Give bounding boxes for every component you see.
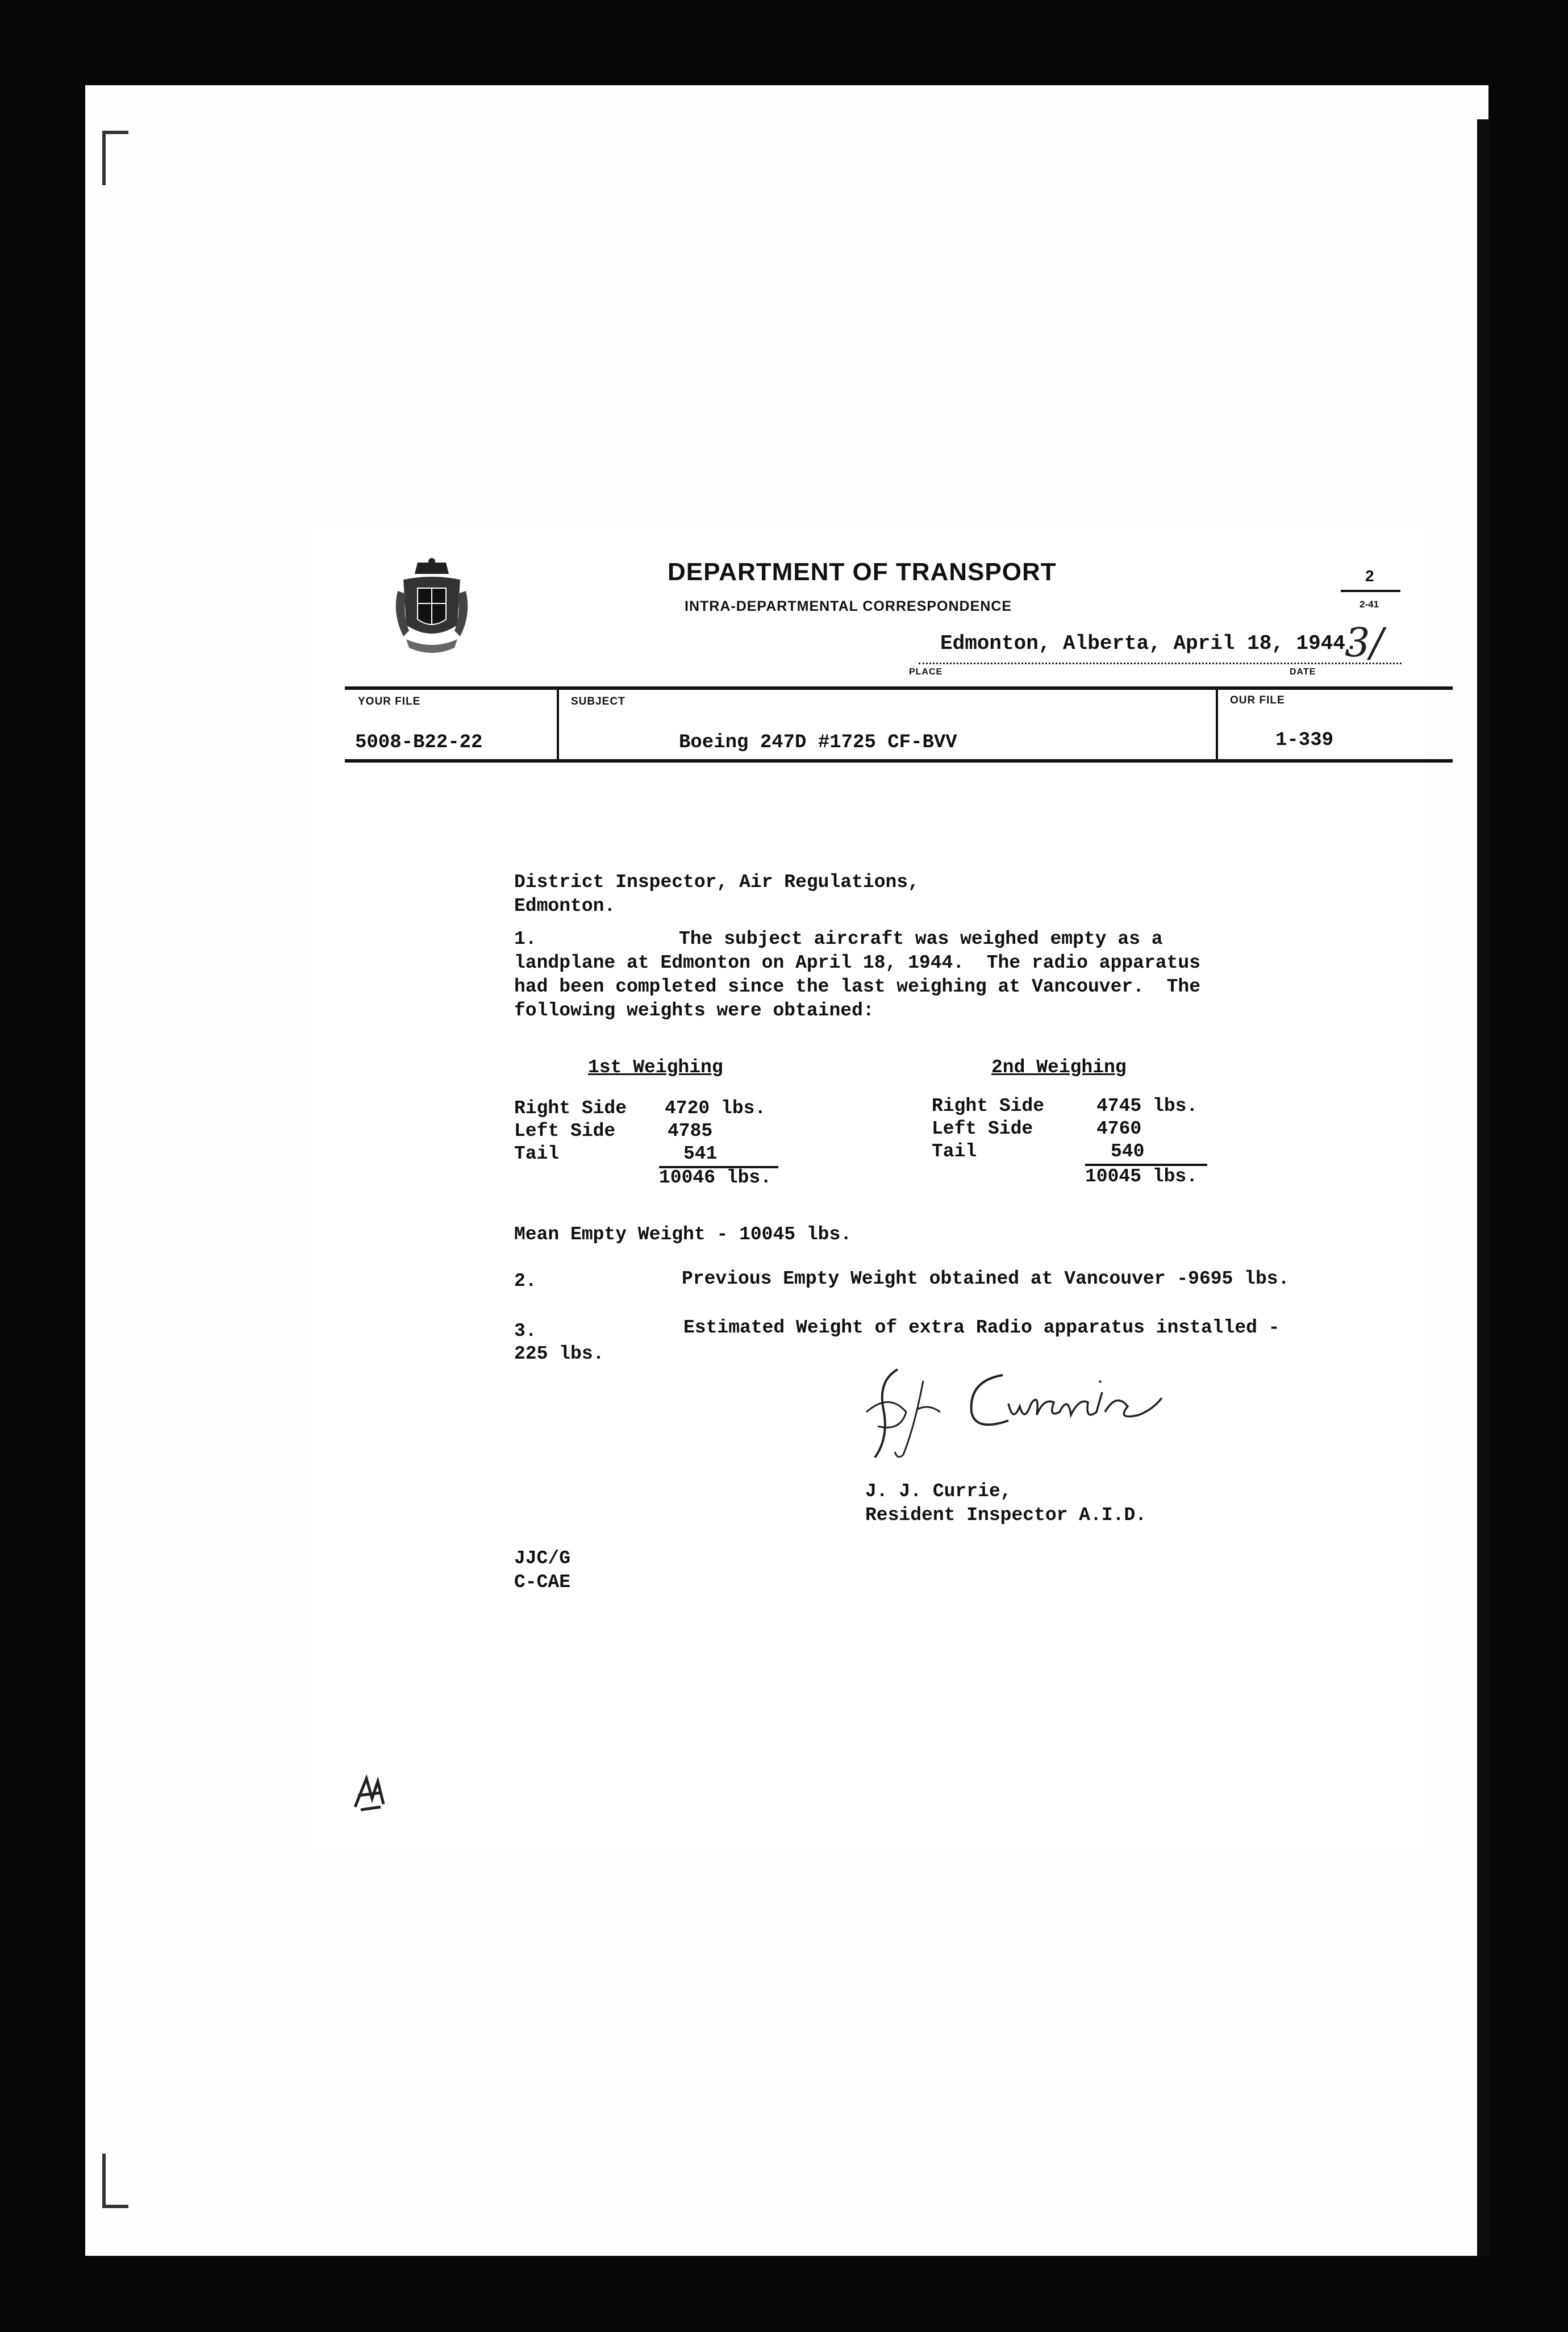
second-right-value: 4745 lbs. — [1096, 1096, 1198, 1117]
first-total-value: 10046 lbs. — [659, 1167, 772, 1188]
correspondence-subtitle: INTRA-DEPARTMENTAL CORRESPONDENCE — [685, 598, 1012, 614]
reference-line-2: C-CAE — [514, 1572, 571, 1593]
first-left-value: 4785 — [668, 1121, 713, 1142]
first-right-value: 4720 lbs. — [665, 1098, 766, 1119]
form-revision: 2-41 — [1360, 599, 1379, 610]
fields-top-rule — [345, 686, 1453, 690]
place-date: Edmonton, Alberta, April 18, 1944. — [940, 632, 1358, 655]
addressee-line-2: Edmonton. — [514, 896, 616, 917]
second-left-value: 4760 — [1096, 1118, 1142, 1139]
para1-number: 1. — [514, 928, 537, 950]
para1-line-4: following weights were obtained: — [514, 1000, 874, 1021]
crop-mark-top-left — [102, 131, 128, 185]
coat-of-arms-icon — [392, 557, 472, 665]
second-tail-value: 540 — [1111, 1141, 1145, 1162]
second-weighing-title: 2nd Weighing — [991, 1057, 1127, 1078]
para1-line-3: had been completed since the last weighing at Vancouver. The — [514, 976, 1200, 997]
addressee-line-1: District Inspector, Air Regulations, — [514, 872, 919, 893]
mean-empty-weight: Mean Empty Weight - 10045 lbs. — [514, 1224, 852, 1245]
form-number: 2 — [1365, 567, 1374, 585]
marginal-note: 3/ — [1345, 619, 1384, 666]
first-weighing-title: 1st Weighing — [588, 1057, 723, 1078]
fields-divider-left — [557, 686, 559, 761]
fields-divider-right — [1216, 686, 1218, 761]
para3-number: 3. — [514, 1321, 537, 1342]
para2-text: Previous Empty Weight obtained at Vancouver -9695 lbs. — [682, 1268, 1290, 1289]
your-file-label: YOUR FILE — [358, 696, 421, 707]
subject-value: Boeing 247D #1725 CF-BVV — [679, 732, 957, 753]
first-right-label: Right Side — [514, 1098, 627, 1119]
para3-text: Estimated Weight of extra Radio apparatus installed - — [683, 1317, 1280, 1338]
second-left-label: Left Side — [932, 1118, 1033, 1139]
second-tail-label: Tail — [932, 1141, 977, 1162]
fields-bottom-rule — [345, 759, 1453, 763]
signatory-name: J. J. Currie, — [865, 1481, 1012, 1502]
our-file-label: OUR FILE — [1230, 694, 1285, 706]
subject-label: SUBJECT — [571, 696, 625, 707]
memo-sheet — [315, 528, 1426, 1847]
place-label: PLACE — [909, 667, 943, 677]
paper-edge — [1477, 119, 1490, 2256]
para3-text-2: 225 lbs. — [514, 1343, 604, 1364]
first-tail-value: 541 — [683, 1143, 718, 1164]
stamp-mark-icon — [347, 1767, 392, 1818]
form-number-rule — [1341, 590, 1400, 592]
para1-line-1: The subject aircraft was weighed empty as a — [679, 928, 1163, 950]
first-left-label: Left Side — [514, 1121, 616, 1142]
place-date-dotted-line — [919, 663, 1402, 664]
signatory-title: Resident Inspector A.I.D. — [865, 1505, 1147, 1526]
para2-number: 2. — [514, 1271, 537, 1292]
handwritten-signature — [844, 1358, 1185, 1460]
first-tail-label: Tail — [514, 1143, 560, 1164]
second-right-label: Right Side — [932, 1096, 1045, 1117]
reference-line-1: JJC/G — [514, 1548, 571, 1569]
department-title: DEPARTMENT OF TRANSPORT — [668, 558, 1057, 586]
your-file-value: 5008-B22-22 — [355, 732, 483, 753]
date-label: DATE — [1290, 667, 1316, 677]
crop-mark-bottom-left — [102, 2154, 128, 2208]
second-total-value: 10045 lbs. — [1085, 1166, 1198, 1187]
our-file-value: 1-339 — [1275, 730, 1334, 751]
para1-line-2: landplane at Edmonton on April 18, 1944. The radio apparatus — [514, 952, 1200, 973]
